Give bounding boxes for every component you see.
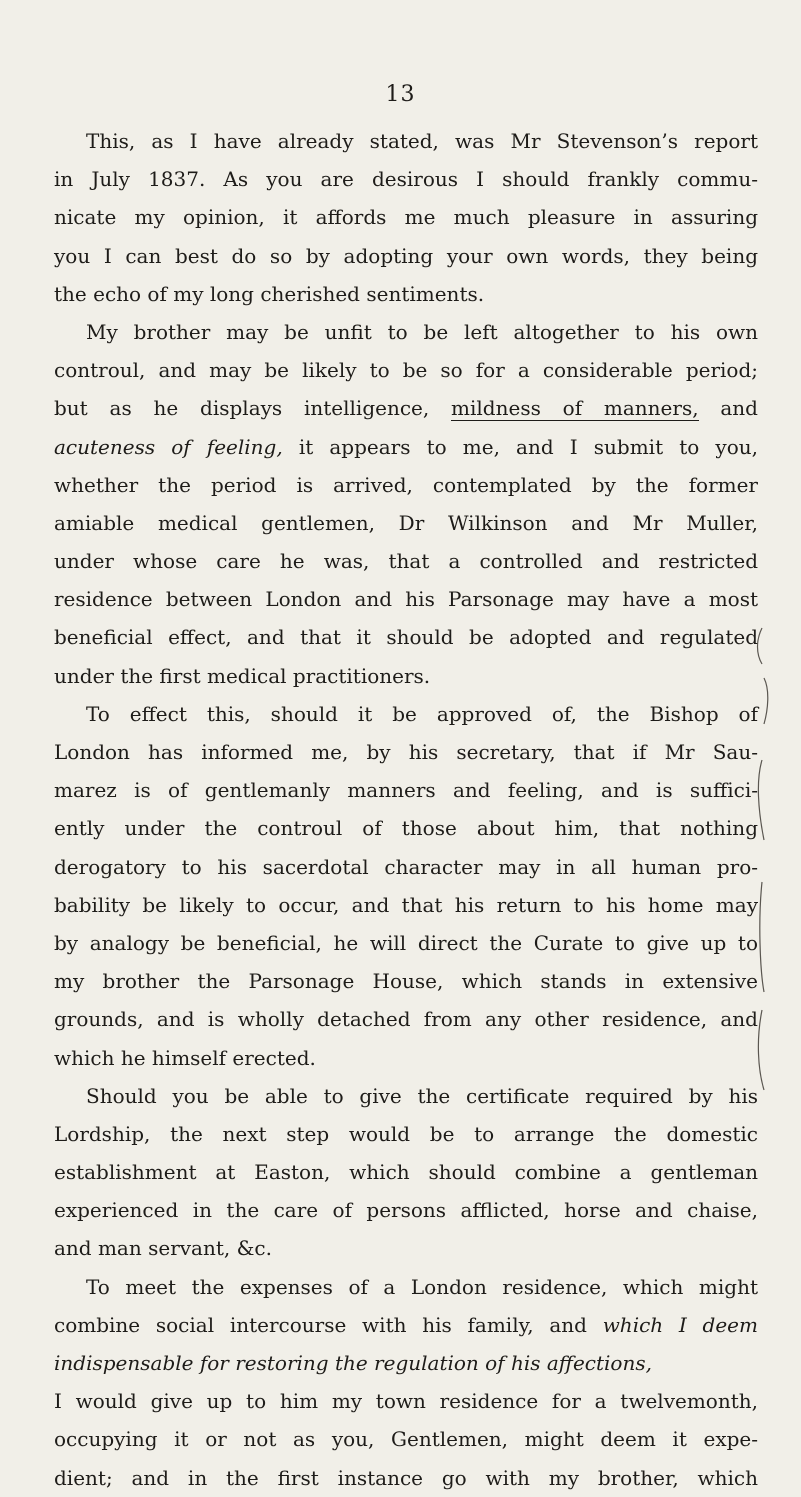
line-text: Should you be able to give the certificate required by his (86, 1083, 758, 1108)
text-line (54, 1000, 758, 1038)
page-number: 13 (385, 82, 416, 107)
text-line (54, 1115, 758, 1153)
line-text: ently under the controul of those about him, that nothing (54, 816, 758, 841)
text-line (54, 237, 758, 275)
line-text: occupying it or not as you, Gentlemen, might deem it expe- (54, 1427, 758, 1452)
line-text: under whose care he was, that a controlled and restricted (54, 549, 758, 574)
line-text-tail: and (698, 396, 758, 421)
line-text: under the first medical practitioners. (54, 663, 431, 688)
text-line (54, 733, 758, 771)
text-line (54, 809, 758, 847)
line-text: nicate my opinion, it affords me much pleasure in assuring (54, 205, 758, 230)
italic-phrase: acuteness of feeling, (54, 434, 283, 459)
line-text: which he himself erected. (54, 1045, 316, 1070)
line-text: establishment at Easton, which should combine a gentleman (54, 1160, 758, 1185)
line-text: grounds, and is wholly detached from any other residence, and (54, 1007, 758, 1032)
text-line (54, 1229, 758, 1267)
line-text: My brother may be unfit to be left altogether to his own (86, 319, 758, 344)
text-line (54, 695, 758, 733)
text-line (54, 313, 758, 351)
text-line (54, 1191, 758, 1229)
line-text: dient; and in the first instance go with my brother, which (54, 1465, 758, 1490)
text-line (54, 198, 758, 236)
line-text: residence between London and his Parsonage may have a most (54, 587, 758, 612)
text-line (54, 848, 758, 886)
text-line (54, 1420, 758, 1458)
line-text: the echo of my long cherished sentiments. (54, 281, 485, 306)
line-text: bability be likely to occur, and that his return to his home may (54, 892, 758, 917)
text-line (54, 466, 758, 504)
text-line (54, 122, 758, 160)
text-line (54, 1382, 758, 1420)
text-line (54, 580, 758, 618)
text-line (54, 351, 758, 389)
text-line (54, 542, 758, 580)
text-line (54, 1153, 758, 1191)
line-text: Lordship, the next step would be to arrange the domestic (54, 1121, 758, 1146)
line-text: in July 1837. As you are desirous I should frankly commu- (54, 167, 758, 192)
line-text: controul, and may be likely to be so for a considerable period; (54, 358, 758, 383)
text-line (54, 886, 758, 924)
text-line (54, 389, 758, 427)
line-text: by analogy be beneficial, he will direct the Curate to give up to (54, 930, 758, 955)
text-line (54, 1344, 758, 1382)
text-line (54, 618, 758, 656)
line-text: This, as I have already stated, was Mr Stevenson’s report (86, 129, 758, 153)
text-line (54, 275, 758, 313)
body-text (54, 122, 758, 1497)
text-line (54, 160, 758, 198)
underlined-phrase: mildness of manners, (451, 396, 699, 421)
line-text: marez is of gentlemanly manners and feeling, and is suffici- (54, 778, 758, 803)
line-text: experienced in the care of persons afflicted, horse and chaise, (54, 1198, 758, 1223)
line-text: derogatory to his sacerdotal character may in all human pro- (54, 854, 758, 879)
text-line (54, 962, 758, 1000)
text-line (54, 924, 758, 962)
text-line (54, 771, 758, 809)
line-text: amiable medical gentlemen, Dr Wilkinson and Mr Muller, (54, 510, 758, 535)
margin-bracket-mark (754, 620, 778, 1100)
text-line (54, 1306, 758, 1344)
italic-phrase: which I deem (602, 1312, 758, 1337)
text-line (54, 1077, 758, 1115)
line-text: combine social intercourse with his family, and (54, 1312, 603, 1337)
line-text: and man servant, &c. (54, 1236, 272, 1261)
line-text: you I can best do so by adopting your own words, they being (54, 243, 758, 268)
text-line (54, 504, 758, 542)
line-text: whether the period is arrived, contemplated by the former (54, 472, 758, 497)
line-text: To effect this, should it be approved of, the Bishop of (86, 701, 758, 726)
text-line (54, 1459, 758, 1497)
line-text: my brother the Parsonage House, which stands in extensive (54, 969, 758, 994)
line-text: London has informed me, by his secretary, that if Mr Sau- (54, 740, 758, 764)
italic-phrase: indispensable for restoring the regulation of his affections, (54, 1351, 652, 1375)
line-text: it appears to me, and I submit to you, (282, 434, 758, 459)
line-text: but as he displays intelligence, (54, 396, 452, 421)
line-text: I would give up to him my town residence for a twelvemonth, (54, 1389, 758, 1414)
text-line (54, 1268, 758, 1306)
text-line (54, 657, 758, 695)
line-text: To meet the expenses of a London residence, which might (86, 1274, 758, 1299)
text-line (54, 1039, 758, 1077)
text-line (54, 428, 758, 466)
line-text: beneficial effect, and that it should be adopted and regulated (54, 625, 758, 650)
